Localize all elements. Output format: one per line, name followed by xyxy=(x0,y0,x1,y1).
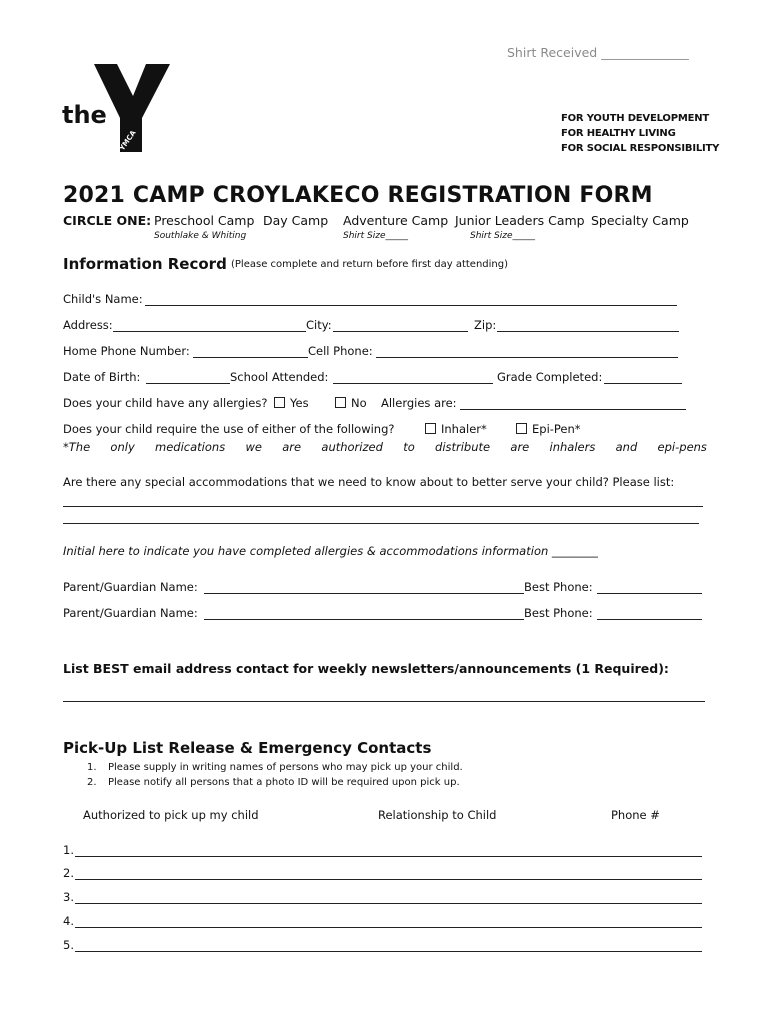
city-field[interactable] xyxy=(333,331,468,332)
pickup-row-number: 1. xyxy=(63,843,74,857)
note-word: medications xyxy=(155,440,226,454)
pickup-row-number: 2. xyxy=(63,866,74,880)
address-label: Address: xyxy=(63,318,113,332)
instruction-text: Please supply in writing names of persons who may pick up your child. xyxy=(108,762,463,773)
note-word: we xyxy=(245,440,262,454)
col-relationship-header: Relationship to Child xyxy=(378,808,497,822)
note-word: epi-pens xyxy=(657,440,707,454)
checkbox-icon[interactable] xyxy=(516,423,527,434)
note-word: authorized xyxy=(321,440,383,454)
medications-note xyxy=(63,440,707,454)
svg-text:®: ® xyxy=(157,65,164,73)
camp-option-preschool[interactable]: Preschool Camp xyxy=(154,213,255,228)
pickup-heading: Pick-Up List Release & Emergency Contacts xyxy=(63,739,432,757)
grade-label: Grade Completed: xyxy=(497,370,603,384)
pickup-row-field[interactable] xyxy=(75,879,702,880)
guardian-name-label: Parent/Guardian Name: xyxy=(63,580,198,594)
allergies-are-label: Allergies are: xyxy=(381,396,457,410)
guardian-name-label: Parent/Guardian Name: xyxy=(63,606,198,620)
accommodations-field-line[interactable] xyxy=(63,506,703,507)
best-phone-field[interactable] xyxy=(597,619,702,620)
accommodations-field-line[interactable] xyxy=(63,523,699,524)
home-phone-field[interactable] xyxy=(193,357,308,358)
zip-label: Zip: xyxy=(474,318,497,332)
school-field[interactable] xyxy=(333,383,493,384)
childs-name-label: Child's Name: xyxy=(63,292,143,306)
guardian-name-field[interactable] xyxy=(204,619,524,620)
note-word: are xyxy=(282,440,302,454)
checkbox-icon[interactable] xyxy=(335,397,346,408)
mission-statement xyxy=(561,111,719,156)
grade-field[interactable] xyxy=(604,383,682,384)
allergies-question: Does your child have any allergies? xyxy=(63,396,268,410)
school-label: School Attended: xyxy=(230,370,329,384)
mission-line: FOR YOUTH DEVELOPMENT xyxy=(561,113,710,124)
mission-line: FOR SOCIAL RESPONSIBILITY xyxy=(561,143,720,154)
mission-line: FOR HEALTHY LIVING xyxy=(561,128,676,139)
note-word: inhalers xyxy=(549,440,596,454)
shirt-received-label: Shirt Received ______________ xyxy=(507,45,689,60)
note-word: are xyxy=(510,440,530,454)
city-label: City: xyxy=(306,318,332,332)
allergies-field[interactable] xyxy=(460,409,686,410)
preschool-locations-note: Southlake & Whiting xyxy=(154,231,247,241)
inhaler-option[interactable] xyxy=(425,422,487,436)
pickup-row-number: 3. xyxy=(63,890,74,904)
cell-phone-field[interactable] xyxy=(376,357,678,358)
best-phone-label: Best Phone: xyxy=(524,580,593,594)
allergies-yes-label: Yes xyxy=(290,396,309,410)
logo-the-text: the xyxy=(62,101,107,129)
circle-one-label: CIRCLE ONE: xyxy=(63,213,152,228)
note-word: to xyxy=(403,440,415,454)
address-field[interactable] xyxy=(113,331,306,332)
inhaler-label: Inhaler* xyxy=(441,422,487,436)
accommodations-question: Are there any special accommodations that we need to know about to better serve your child? Please list: xyxy=(63,475,675,489)
initial-here-text[interactable]: Initial here to indicate you have completed allergies & accommodations information ________ xyxy=(63,544,598,558)
allergies-no-label: No xyxy=(351,396,367,410)
dob-label: Date of Birth: xyxy=(63,370,141,384)
note-word: *The xyxy=(63,440,91,454)
home-phone-label: Home Phone Number: xyxy=(63,344,190,358)
checkbox-icon[interactable] xyxy=(274,397,285,408)
pickup-row-number: 5. xyxy=(63,938,74,952)
pickup-row-field[interactable] xyxy=(75,927,702,928)
note-word: distribute xyxy=(435,440,491,454)
checkbox-icon[interactable] xyxy=(425,423,436,434)
camp-option-day[interactable]: Day Camp xyxy=(263,213,329,228)
camp-option-adventure[interactable]: Adventure Camp xyxy=(343,213,449,228)
cell-phone-label: Cell Phone: xyxy=(308,344,373,358)
pickup-row-field[interactable] xyxy=(75,856,702,857)
pickup-row-number: 4. xyxy=(63,914,74,928)
pickup-row-field[interactable] xyxy=(75,951,702,952)
camp-option-specialty[interactable]: Specialty Camp xyxy=(591,213,689,228)
email-field[interactable] xyxy=(63,701,705,702)
best-phone-label: Best Phone: xyxy=(524,606,593,620)
note-word: and xyxy=(615,440,638,454)
dob-field[interactable] xyxy=(146,383,230,384)
epipen-label: Epi-Pen* xyxy=(532,422,581,436)
instruction-item: 2. Please notify all persons that a photo ID will be required upon pick up. xyxy=(87,777,460,788)
pickup-row-field[interactable] xyxy=(75,903,702,904)
note-word: only xyxy=(110,440,135,454)
instruction-item: 1. Please supply in writing names of persons who may pick up your child. xyxy=(87,762,463,773)
zip-field[interactable] xyxy=(497,331,679,332)
information-record-note: (Please complete and return before first day attending) xyxy=(231,259,508,270)
shirt-size-field[interactable]: Shirt Size_____ xyxy=(343,231,408,241)
ymca-logo xyxy=(62,62,182,154)
col-phone-header: Phone # xyxy=(611,808,660,822)
instruction-text: Please notify all persons that a photo ID will be required upon pick up. xyxy=(108,777,460,788)
allergies-yes-option[interactable] xyxy=(274,396,309,410)
epipen-option[interactable] xyxy=(516,422,581,436)
form-title: 2021 CAMP CROYLAKECO REGISTRATION FORM xyxy=(63,183,653,208)
information-record-heading: Information Record xyxy=(63,255,227,273)
allergies-no-option[interactable] xyxy=(335,396,367,410)
svg-text:YMCA: YMCA xyxy=(118,129,138,153)
medications-question: Does your child require the use of either of the following? xyxy=(63,422,395,436)
childs-name-field[interactable] xyxy=(145,305,677,306)
camp-option-junior-leaders[interactable]: Junior Leaders Camp xyxy=(455,213,585,228)
email-heading: List BEST email address contact for weekly newsletters/announcements (1 Required): xyxy=(63,661,669,676)
col-authorized-header: Authorized to pick up my child xyxy=(83,808,259,822)
shirt-size-field[interactable]: Shirt Size_____ xyxy=(470,231,535,241)
guardian-name-field[interactable] xyxy=(204,593,524,594)
best-phone-field[interactable] xyxy=(597,593,702,594)
